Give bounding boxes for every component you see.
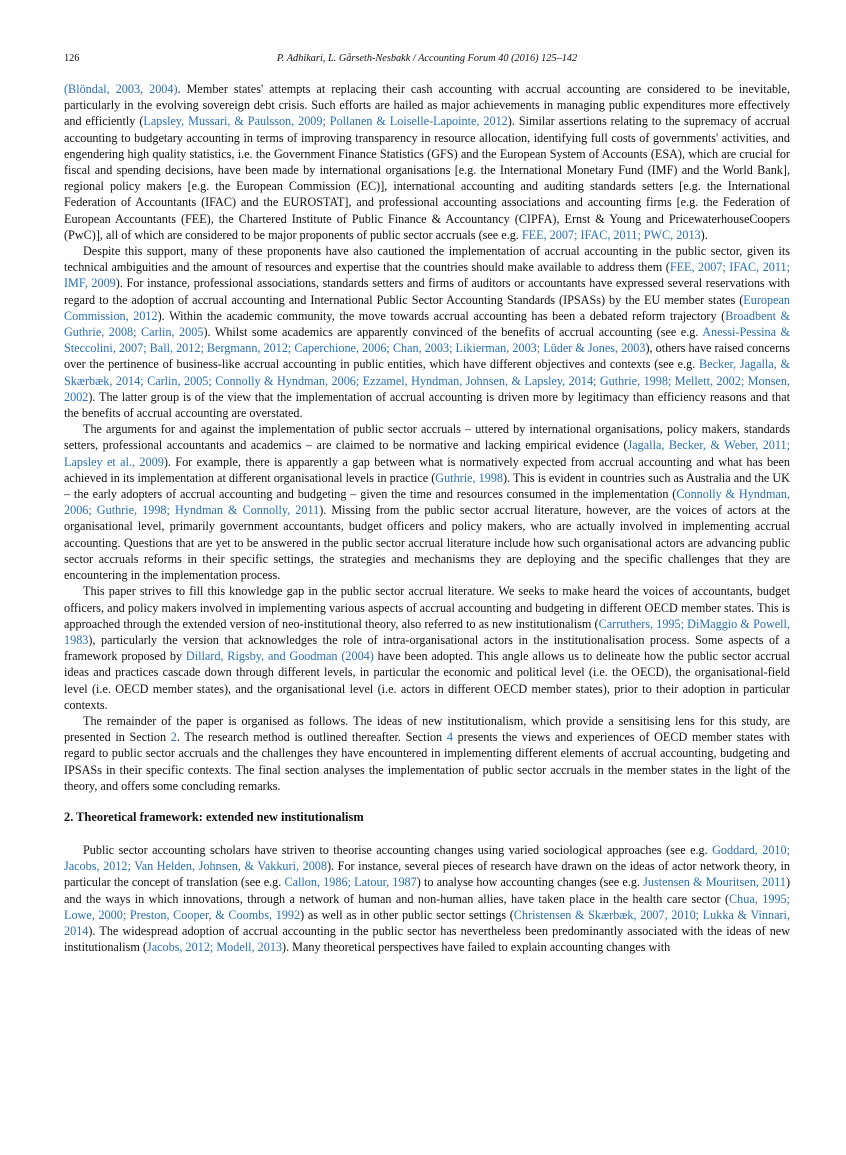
page-number: 126 — [64, 53, 80, 64]
paragraph-text: ). For instance, professional associations, standards setters and firms of auditors or accountants have expressed several reservations with regard to the adoption of accrual accounting and International Public Sector Accounting Standards (IPSASs) by the EU member states ( — [64, 276, 790, 307]
paragraph-p3 — [64, 421, 790, 583]
paragraph-text: ). Whilst some academics are apparently convinced of the benefits of accrual accounting (see e.g. — [203, 325, 703, 340]
paragraph-text: ). The widespread adoption of accrual accounting in the public sector has nevertheless been predominantly associated with the ideas of new institutionalism ( — [64, 923, 790, 955]
paragraph-p2 — [64, 243, 790, 421]
citation-link[interactable]: Chua, 1995; Lowe, 2000; Preston, Cooper, & Coombs, 1992 — [64, 891, 790, 922]
citation-link[interactable]: FEE, 2007; IFAC, 2011; IMF, 2009 — [64, 260, 791, 291]
citation-link[interactable]: Broadbent & Guthrie, 2008; Carlin, 2005 — [64, 308, 790, 340]
paragraph-text: Public sector accounting scholars have striven to theorise accounting changes using varied sociological approaches (see e.g. — [83, 842, 713, 857]
paragraph-text: The remainder of the paper is organised as follows. The ideas of new institutionalism, which provide a sensitising lens for this study, are presented in Section — [64, 713, 790, 745]
citation-link[interactable]: Carruthers, 1995; DiMaggio & Powell, 1983 — [64, 616, 790, 647]
paragraph-text: ). The latter group is of the view that the implementation of accrual accounting is driven more by legitimacy than efficiency reasons and that the benefits of accrual accounting are overstated. — [64, 389, 790, 421]
intro-paragraphs — [64, 81, 790, 794]
running-header — [64, 50, 790, 68]
paragraph-text: ), others have raised concerns over the pertinence of business-like accrual accounting in public entities, which have different objectives and contexts (see e.g. — [64, 341, 790, 372]
paragraph-text: This paper strives to fill this knowledge gap in the public sector accrual literature. We seeks to make heard the voices of accountants, budget officers, and policy makers involved in implementing various aspects of accrual accounting and budgeting in different OECD member states. This is approached through the extended version of neo-institutional theory, also referred to as new institutionalism ( — [64, 584, 790, 631]
citation-link[interactable]: Lapsley, Mussari, & Paulsson, 2009; Pollanen & Loiselle-Lapointe, 2012 — [143, 114, 508, 129]
citation-link[interactable]: European Commission, 2012 — [64, 292, 790, 323]
citation-link[interactable]: (Blöndal, 2003, 2004) — [64, 82, 178, 96]
paragraph-p6 — [64, 842, 790, 955]
citation-link[interactable]: Justensen & Mouritsen, 2011 — [643, 875, 786, 890]
paragraph-text: ). Within the academic community, the move towards accrual accounting has been a debated reform trajectory ( — [157, 308, 726, 323]
journal-citation: P. Adhikari, L. Gårseth-Nesbakk / Accounting Forum 40 (2016) 125–142 — [276, 53, 578, 64]
paragraph-text: ). For example, there is apparently a gap between what is normatively expected from accrual accounting and what has been achieved in its implementation at different organisational levels in practice ( — [64, 454, 790, 485]
section-heading: 2. Theoretical framework: extended new institutionalism — [64, 809, 364, 824]
paragraph-text: ). Many theoretical perspectives have failed to explain accounting changes with — [282, 940, 671, 955]
citation-link[interactable]: Connolly & Hyndman, 2006; Guthrie, 1998; Hyndman & Connolly, 2011 — [64, 487, 790, 518]
paragraph-text: ). For instance, several pieces of research have drawn on the ideas of actor network theory, in particular the concept of translation (see e.g. — [64, 859, 790, 890]
citation-link[interactable]: Anessi-Pessina & Steccolini, 2007; Ball, 2012; Bergmann, 2012; Caperchione, 2006; Chan, 2003; Likierman, 2003; Lüder & Jones, 2003 — [64, 325, 791, 356]
paragraph-p1 — [64, 81, 790, 243]
paragraph-text: presents the views and experiences of OECD member states with regard to public sector accruals and the challenges they have encountered in implementing different elements of accrual accounting, budgeting and IPSASs in their specific contexts. The final section analyses the implementation of public sector accruals in the member states in the light of the theory, and offers some concluding remarks. — [64, 730, 790, 793]
paragraph-text: ), particularly the version that acknowledges the role of intra-organisational actors in the institutionalisation process. Some aspects of a framework proposed by — [64, 632, 790, 664]
citation-link[interactable]: Goddard, 2010; Jacobs, 2012; Van Helden, Johnsen, & Vakkuri, 2008 — [64, 842, 790, 874]
paragraph-text: ) to analyse how accounting changes (see e.g. — [416, 875, 644, 890]
citation-link[interactable]: 2 — [170, 730, 177, 745]
paragraph-p4 — [64, 583, 790, 713]
citation-link[interactable]: Jagalla, Becker, & Weber, 2011; Lapsley et al., 2009 — [64, 438, 791, 469]
paragraph-text: . The research method is outlined thereafter. Section — [176, 730, 447, 745]
citation-link[interactable]: Jacobs, 2012; Modell, 2013 — [146, 940, 283, 955]
section-paragraphs — [64, 842, 790, 955]
article-body — [64, 81, 790, 955]
paragraph-text: ) and the ways in which innovations, through a network of human and non-human allies, have taken place in the health care sector ( — [64, 875, 791, 906]
citation-link[interactable]: 4 — [446, 730, 453, 745]
paragraph-text: ). Missing from the public sector accrual literature, however, are the voices of actors at the organisational level, primarily government accountants, budget officers and policy makers, who are actually involved in implementing accrual accounting. Questions that are yet to be answered in the public sector accrual literature include how such organisational actors are advancing public sector accruals reforms in their specific settings, the strategies and mechanisms they are deploying and the specific challenges that they are encountering in the implementation process. — [64, 503, 791, 583]
paragraph-text: Despite this support, many of these proponents have also cautioned the implementation of accrual accounting in the public sector, given its technical ambiguities and the amount of resources and expertise that the countries should make available to address them ( — [64, 244, 790, 275]
paragraph-p5 — [64, 713, 790, 794]
citation-link[interactable]: FEE, 2007; IFAC, 2011; PWC, 2013 — [521, 227, 701, 242]
paragraph-text: have been adopted. This angle allows us to delineate how the public sector accrual ideas and practices cascade down through different levels, in particular the economic and political level (i.e. the OECD), the organisational-field level (i.e. OECD member states), and the organisational level (i.e. actors in different OECD member states), prior to their adoption in particular contexts. — [64, 649, 790, 712]
citation-link[interactable]: Guthrie, 1998 — [435, 470, 504, 485]
paragraph-text: . Member states' attempts at replacing their cash accounting with accrual accounting are considered to be inevitable, particularly in the evolving sovereign debt crisis. Such efforts are hailed as major achievements in managing public expenditures more effectively and efficiently ( — [64, 82, 790, 129]
paragraph-text: The arguments for and against the implementation of public sector accruals – uttered by international organisations, policy makers, standards setters, professional accountants and academics – are claimed to be normative and lacking empirical evidence ( — [64, 422, 790, 453]
paragraph-text: ). This is evident in countries such as Australia and the UK – the early adopters of accrual accounting and budgeting – given the time and resources consumed in the implementation ( — [64, 470, 790, 502]
citation-link[interactable]: Dillard, Rigsby, and Goodman (2004) — [185, 649, 374, 664]
citation-link[interactable]: Callon, 1986; Latour, 1987 — [284, 875, 417, 890]
paragraph-text: ) as well as in other public sector settings ( — [300, 907, 514, 922]
paragraph-text: ). Similar assertions relating to the supremacy of accrual accounting to budgetary accounting in terms of improving transparency in resource allocation, identifying full costs of governments' activities, and engendering high quality statistics, i.e. the Government Finance Statistics (GFS) and the European System of Accounts (ESA), which are crucial for fiscal and spending decisions, have been made by international organisations [e.g. the International Monetary Fund (IMF) and the World Bank], regional policy makers [e.g. the European Commission (EC)], international accounting and auditing standards setters [e.g. the International Federation of Accountants (IFAC) and the EUROSTAT], and professional accounting associations and accounting firms [e.g. the Federation of European Accountants (FEE), the Chartered Institute of Public Finance & Accountancy (CIPFA), Ernst & Young and PricewaterhouseCoopers (PwC)], all of which are considered to be major proponents of public sector accruals (see e.g. — [64, 114, 790, 242]
paragraph-text: ). — [700, 227, 708, 242]
citation-link[interactable]: Becker, Jagalla, & Skærbæk, 2014; Carlin, 2005; Connolly & Hyndman, 2006; Ezzamel, Hyndman, Johnsen, & Lapsley, 2014; Guthrie, 1998; Mellett, 2002; Monsen, 2002 — [64, 357, 790, 404]
citation-link[interactable]: Christensen & Skærbæk, 2007, 2010; Lukka & Vinnari, 2014 — [64, 907, 790, 938]
